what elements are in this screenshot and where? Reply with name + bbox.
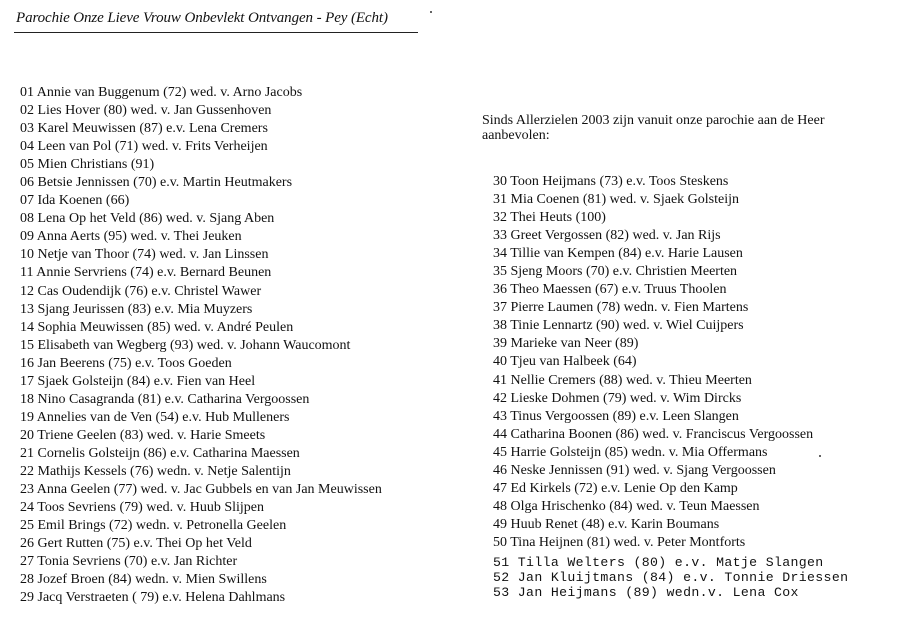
list-item: 19 Annelies van de Ven (54) e.v. Hub Mulleners	[20, 409, 290, 425]
list-item: 27 Tonia Sevriens (70) e.v. Jan Richter	[20, 554, 238, 570]
list-item: 34 Tillie van Kempen (84) e.v. Harie Lausen	[493, 246, 743, 262]
list-item: 06 Betsie Jennissen (70) e.v. Martin Heutmakers	[20, 175, 293, 191]
list-item: 17 Sjaek Golsteijn (84) e.v. Fien van Heel	[20, 373, 256, 389]
list-item: 31 Mia Coenen (81) wed. v. Sjaek Golsteijn	[493, 192, 739, 208]
list-item: 08 Lena Op het Veld (86) wed. v. Sjang Aben	[20, 211, 275, 227]
list-item: 39 Marieke van Neer (89)	[493, 336, 639, 352]
list-item: 09 Anna Aerts (95) wed. v. Thei Jeuken	[20, 229, 242, 245]
list-item: 35 Sjeng Moors (70) e.v. Christien Meerten	[493, 264, 738, 280]
list-item: 52 Jan Kluijtmans (84) e.v. Tonnie Driessen	[493, 570, 849, 585]
list-item: 04 Leen van Pol (71) wed. v. Frits Verheijen	[20, 139, 268, 155]
list-item: 02 Lies Hover (80) wed. v. Jan Gussenhoven	[20, 103, 272, 119]
list-item: 41 Nellie Cremers (88) wed. v. Thieu Meerten	[493, 372, 752, 388]
list-item: 45 Harrie Golsteijn (85) wedn. v. Mia Offermans	[493, 444, 768, 460]
list-item: 05 Mien Christians (91)	[20, 157, 155, 173]
list-item: 23 Anna Geelen (77) wed. v. Jac Gubbels en van Jan Meuwissen	[20, 482, 382, 498]
list-item: 38 Tinie Lennartz (90) wed. v. Wiel Cuijpers	[493, 318, 744, 334]
list-item: 43 Tinus Vergoossen (89) e.v. Leen Slangen	[493, 408, 739, 424]
list-item: 14 Sophia Meuwissen (85) wed. v. André Peulen	[20, 319, 294, 335]
list-item: 26 Gert Rutten (75) e.v. Thei Op het Veld	[20, 536, 252, 552]
list-item: 13 Sjang Jeurissen (83) e.v. Mia Muyzers	[20, 301, 253, 317]
list-item: 42 Lieske Dohmen (79) wed. v. Wim Dircks	[493, 390, 742, 406]
page-title: Parochie Onze Lieve Vrouw Onbevlekt Ontvangen - Pey (Echt)	[16, 10, 388, 26]
list-item: 44 Catharina Boonen (86) wed. v. Franciscus Vergoossen	[493, 426, 814, 442]
list-item: 46 Neske Jennissen (91) wed. v. Sjang Vergoossen	[493, 462, 776, 478]
right-column-list	[493, 173, 813, 552]
list-item: 36 Theo Maessen (67) e.v. Truus Thoolen	[493, 282, 727, 298]
list-item: 48 Olga Hrischenko (84) wed. v. Teun Maessen	[493, 498, 760, 514]
list-item: 50 Tina Heijnen (81) wed. v. Peter Montforts	[493, 534, 746, 550]
list-item: 47 Ed Kirkels (72) e.v. Lenie Op den Kamp	[493, 480, 738, 496]
list-item: 18 Nino Casagranda (81) e.v. Catharina Vergoossen	[20, 391, 310, 407]
list-item: 51 Tilla Welters (80) e.v. Matje Slangen	[493, 555, 824, 570]
list-item: 49 Huub Renet (48) e.v. Karin Boumans	[493, 516, 720, 532]
list-item: 40 Tjeu van Halbeek (64)	[493, 354, 637, 370]
list-item: 11 Annie Servriens (74) e.v. Bernard Beunen	[20, 265, 272, 281]
intro-text: Sinds Allerzielen 2003 zijn vanuit onze parochie aan de Heer aanbevolen:	[482, 113, 825, 143]
list-item: 21 Cornelis Golsteijn (86) e.v. Catharina Maessen	[20, 445, 300, 461]
left-column-list	[20, 84, 382, 607]
scan-speck	[430, 11, 432, 13]
page-header	[14, 6, 418, 33]
list-item: 30 Toon Heijmans (73) e.v. Toos Steskens	[493, 174, 729, 189]
list-item: 16 Jan Beerens (75) e.v. Toos Goeden	[20, 355, 232, 371]
list-item: 22 Mathijs Kessels (76) wedn. v. Netje Salentijn	[20, 463, 291, 479]
list-item: 03 Karel Meuwissen (87) e.v. Lena Cremers	[20, 121, 268, 137]
list-item: 20 Triene Geelen (83) wed. v. Harie Smeets	[20, 427, 266, 443]
list-item: 07 Ida Koenen (66)	[20, 193, 130, 209]
typed-entries-list	[493, 555, 848, 600]
list-item: 12 Cas Oudendijk (76) e.v. Christel Wawer	[20, 283, 262, 299]
list-item: 28 Jozef Broen (84) wedn. v. Mien Swillens	[20, 572, 267, 588]
list-item: 10 Netje van Thoor (74) wed. v. Jan Linssen	[20, 247, 269, 263]
list-item: 15 Elisabeth van Wegberg (93) wed. v. Johann Waucomont	[20, 337, 351, 353]
list-item: 01 Annie van Buggenum (72) wed. v. Arno Jacobs	[20, 85, 303, 100]
list-item: 37 Pierre Laumen (78) wedn. v. Fien Martens	[493, 300, 749, 316]
list-item: 32 Thei Heuts (100)	[493, 210, 606, 226]
list-item: 29 Jacq Verstraeten ( 79) e.v. Helena Dahlmans	[20, 590, 286, 606]
list-item: 53 Jan Heijmans (89) wedn.v. Lena Cox	[493, 585, 799, 600]
list-item: 24 Toos Sevriens (79) wed. v. Huub Slijpen	[20, 500, 265, 516]
scan-speck	[819, 455, 821, 457]
list-item: 25 Emil Brings (72) wedn. v. Petronella Geelen	[20, 518, 287, 534]
list-item: 33 Greet Vergossen (82) wed. v. Jan Rijs	[493, 228, 721, 244]
